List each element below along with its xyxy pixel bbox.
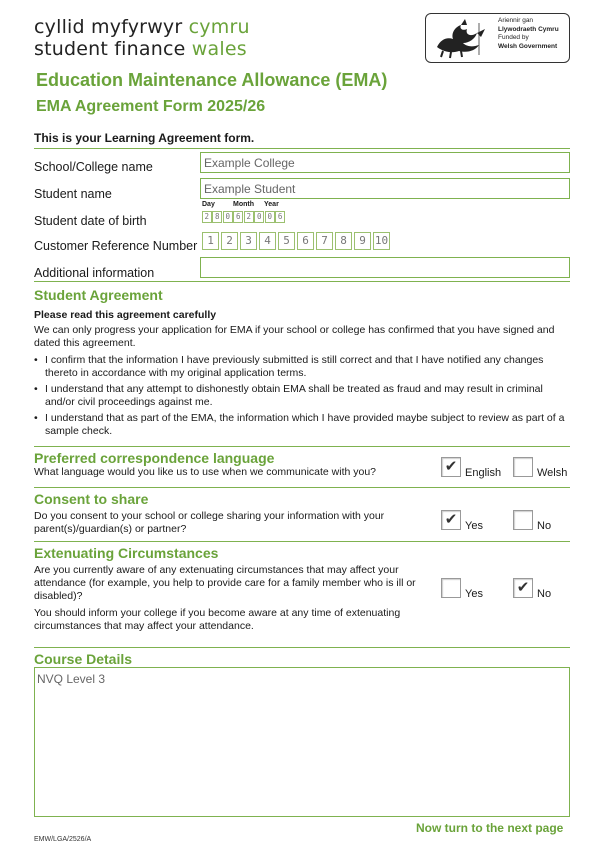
divider: [34, 487, 570, 488]
extenuating-note: You should inform your college if you become aware at any time of extenuating circumstances that may affect your attendance.: [34, 607, 401, 632]
dob-month-label: Month: [233, 201, 254, 208]
crn-digit[interactable]: 8: [335, 232, 352, 250]
welsh-label: Welsh: [537, 467, 568, 479]
form-code: EMW/LGA/2526/A: [34, 836, 92, 843]
consent-no-checkbox[interactable]: [513, 510, 533, 530]
dob-digits: [202, 211, 285, 223]
school-input[interactable]: Example College: [200, 152, 570, 173]
divider: [34, 281, 570, 282]
crn-digit[interactable]: 2: [221, 232, 238, 250]
page-title: Education Maintenance Allowance (EMA): [36, 70, 388, 90]
student-name-input[interactable]: Example Student: [200, 178, 570, 199]
next-page-note: Now turn to the next page: [416, 821, 564, 835]
welsh-checkbox[interactable]: [513, 457, 533, 477]
logo-line-welsh: cyllid myfyrwyr cymru: [34, 16, 250, 38]
consent-no-label: No: [537, 520, 552, 532]
crn-digit[interactable]: 7: [316, 232, 333, 250]
student-agreement-heading: Student Agreement: [34, 287, 163, 303]
crn-digit[interactable]: 4: [259, 232, 276, 250]
consent-question: Do you consent to your school or college sharing your information with your parent(s)/guardian(s) or partner?: [34, 510, 385, 535]
language-heading: Preferred correspondence language: [34, 450, 275, 466]
consent-heading: Consent to share: [34, 491, 149, 507]
crn-digit[interactable]: 9: [354, 232, 371, 250]
sfw-logo: [34, 16, 250, 60]
dob-digit[interactable]: 0: [223, 211, 233, 223]
form-subtitle: EMA Agreement Form 2025/26: [36, 98, 266, 115]
consent-yes-label: Yes: [465, 520, 483, 532]
crn-digit[interactable]: 10: [373, 232, 390, 250]
list-item: • I confirm that the information I have previously submitted is still correct and that I have notified any changes thereto in accordance with my original application terms.: [34, 354, 570, 380]
divider: [34, 647, 570, 648]
divider: [34, 148, 570, 149]
dob-label: Student date of birth: [34, 214, 147, 228]
extenuating-question: Are you currently aware of any extenuating circumstances that may affect your attendance (for example, you help to provide care for a family member who is ill or disabled)?: [34, 564, 416, 602]
crn-label: Customer Reference Number: [34, 239, 198, 253]
read-carefully-note: Please read this agreement carefully: [34, 309, 217, 321]
course-details-heading: Course Details: [34, 651, 133, 667]
dob-digit[interactable]: 0: [254, 211, 264, 223]
list-item: • I understand that any attempt to dishonestly obtain EMA shall be treated as fraud and may result in criminal and/or civil proceedings against me.: [34, 383, 570, 409]
agreement-bullets: [34, 354, 570, 441]
dob-digit[interactable]: 8: [212, 211, 222, 223]
welsh-dragon-icon: [431, 17, 491, 59]
dob-digit[interactable]: 6: [275, 211, 285, 223]
extenuating-heading: Extenuating Circumstances: [34, 545, 219, 561]
student-name-label: Student name: [34, 187, 112, 201]
extenuating-yes-label: Yes: [465, 588, 483, 600]
divider: [34, 446, 570, 447]
consent-yes-checkbox[interactable]: ✔: [441, 510, 461, 530]
crn-digit[interactable]: 5: [278, 232, 295, 250]
extenuating-yes-checkbox[interactable]: [441, 578, 461, 598]
english-label: English: [465, 467, 502, 479]
dob-year-label: Year: [264, 201, 279, 208]
language-question: What language would you like us to use when we communicate with you?: [34, 466, 377, 478]
extenuating-no-checkbox[interactable]: ✔: [513, 578, 533, 598]
english-checkbox[interactable]: ✔: [441, 457, 461, 477]
crn-digit[interactable]: 3: [240, 232, 257, 250]
dob-digit[interactable]: 6: [233, 211, 243, 223]
course-details-input[interactable]: NVQ Level 3: [34, 667, 570, 817]
crn-digit[interactable]: 6: [297, 232, 314, 250]
dob-digit[interactable]: 2: [244, 211, 254, 223]
extenuating-no-label: No: [537, 588, 552, 600]
crn-digit[interactable]: 1: [202, 232, 219, 250]
school-label: School/College name: [34, 160, 153, 174]
divider: [34, 541, 570, 542]
logo-line-english: student finance wales: [34, 38, 247, 60]
dob-digit[interactable]: 0: [265, 211, 275, 223]
welsh-government-text: Ariennir gan Llywodraeth Cymru Funded by Welsh Government: [498, 17, 559, 50]
list-item: • I understand that as part of the EMA, the information which I have provided maybe subject to review as part of a sample check.: [34, 412, 570, 438]
dob-digit[interactable]: 2: [202, 211, 212, 223]
additional-info-label: Additional information: [34, 266, 155, 280]
crn-digits: [202, 232, 390, 250]
additional-info-input[interactable]: [200, 257, 570, 278]
intro-text: This is your Learning Agreement form.: [34, 131, 255, 145]
dob-day-label: Day: [202, 201, 215, 208]
agreement-paragraph: We can only progress your application for EMA if your school or college has confirmed that you have signed and dated this agreement.: [34, 324, 555, 349]
